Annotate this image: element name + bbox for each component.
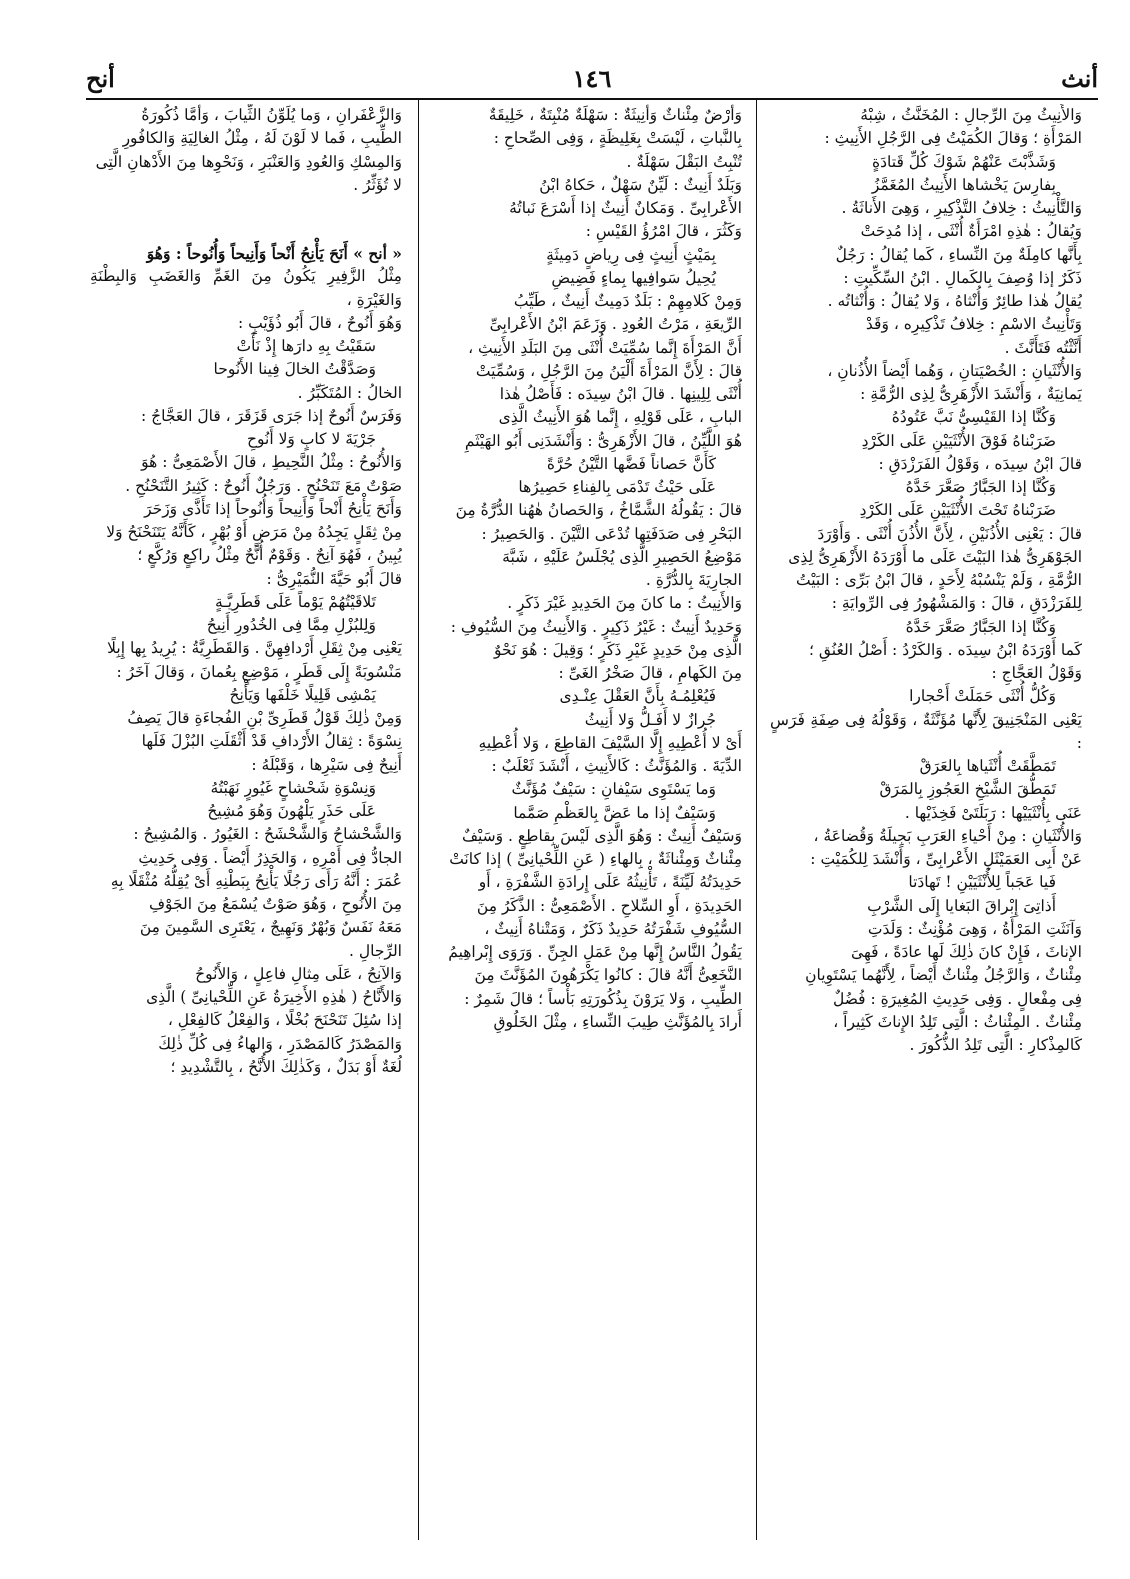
text-line: أَنِيحٌ فِى سَيْرِها ، وَقَبْلَهُ : — [251, 755, 402, 774]
text-line: الإناثَ ، فَإِنْ كانَ ذٰلِكَ لَها عادَةً ، فَهِىَ — [851, 943, 1082, 961]
text-line: وَأَنَحَ يَأْنِحُ أَنْحاً وَأَنِيحاً وَأُنُوحاً إذا تَأَذَّى وَزَحَرَ — [144, 499, 402, 518]
text-line: يُبِينُ ، فَهُوَ آنِحٌ . وَقَوْمٌ أُنَّحٌ مِثْلُ راكِعٍ وَرُكَّعٍ ؛ — [137, 546, 402, 565]
text-line: أُنْثَى لِلِينِها . قالَ ابْنُ سِيدَه : فَأَصْلُ هٰذا — [499, 385, 742, 403]
text-line: البابِ ، عَلَى قَوْلِهِ ، إِنَّما هُوَ الأَنِيثُ الَّذِى — [498, 408, 742, 427]
text-line: وَالآنِحُ ، عَلَى مِثالِ فاعِلٍ ، وَالأَنُوحُ — [195, 964, 402, 983]
verse-line: بِمَيْثٍ أَنِيثٍ فِى رِياضٍ دَمِيثَةٍ — [546, 245, 716, 264]
text-line: الرِّيعَةِ ، مَرْتُ العُودِ . وَزَعَمَ ابْنُ الأَعْرابِىِّ — [489, 315, 742, 334]
text-line: وَأَرْضٌ مِئْناثٌ وَأَنِيثَةٌ : سَهْلَةٌ مُنْبِتَةٌ ، خَلِيقَةٌ — [488, 106, 742, 124]
text-line: وَسَيْفٌ أَنِيثٌ : وَهُوَ الَّذِى لَيْسَ بِقاطِعٍ . وَسَيْفٌ — [461, 826, 742, 845]
text-line: مَعَهُ نَفَسٌ وَبُهْرٌ وَنَهِيجٌ ، يَعْتَرِى السَّمِينَ مِنَ — [139, 918, 402, 937]
verse-line: وَكُنَّا إذا الجَبَّارُ صَعَّرَ خَدَّهُ — [905, 617, 1056, 636]
text-line: وَالتَّأْنِيثُ : خِلافُ التَّذْكِيرِ ، وَهِىَ الأَناثَةُ . — [841, 199, 1082, 217]
text-line: المَرْأَةِ ؛ وَقالَ الكُمَيْتُ فِى الرَّجُلِ الأَنِيثِ : — [824, 129, 1082, 148]
text-line: الطِّيبِ ، فَما لا لَوْنَ لَهُ ، مِثْلُ الغالِيَةِ وَالكافُورِ — [122, 129, 402, 148]
text-line: لا تُؤَثِّرُ . — [353, 175, 402, 194]
text-line: النَّخَعِىُّ أَنَّهُ قالَ : كانُوا يَكْرَهُونَ المُؤَنَّثَ مِنَ — [474, 966, 742, 985]
verse-line: وَشَذَّبْتَ عَنْهُمْ شَوْكَ كُلِّ قَتادَةٍ — [872, 152, 1056, 171]
text-line: الطِّيبِ ، وَلا يَرَوْنَ بِذُكُورَتِهِ بَأْساً ؛ قالَ شَمِرٌ : — [464, 989, 742, 1008]
column-divider — [418, 100, 419, 1540]
text-line: فِى مِفْعالٍ . وَفِى حَدِيثِ المُغِيرَةِ : فُضُلٌ — [832, 989, 1082, 1008]
text-line: تُنْبِتُ البَقْلَ سَهْلَةٌ . — [626, 152, 742, 171]
text-line: لِلفَرَزْدَقِ ، قالَ : وَالمَشْهُورُ فِى الرِّوايَةِ : — [831, 594, 1082, 613]
text-line: الَّذِى مِنْ حَدِيدٍ غَيْرِ ذَكَرٍ ؛ وَقِيلَ : هُوَ نَحْوٌ — [493, 640, 742, 659]
text-line: قالَ : يَقُولُهُ الشَّمَّاخُ ، وَالحَصانُ هٰهُنا الدُّرَّةُ مِنَ — [455, 501, 742, 520]
text-line: قالَ : لِأَنَّ المَرْأَةَ أَلْيَنُ مِنَ الرَّجُلِ ، وَسُمِّيَتْ — [475, 361, 742, 380]
text-line: أَنَّثْتُه فَتَأَنَّثَ . — [1004, 338, 1082, 357]
text-line: إذا سُئِلَ تَنَحْنَحَ بُخْلًا ، وَالفِعْلُ كَالفِعْلِ ، — [167, 1011, 402, 1030]
text-line: وَهُوَ أَنُوحٌ ، قالَ أَبُو ذُؤَيْبٍ : — [237, 313, 402, 332]
text-line: الرِّجالِ . — [348, 941, 402, 960]
text-line: نِسْوَةً : ثِقالُ الأَرْدافِ قَدْ أَثْقَلَتِ البُزْلَ فَلَها — [141, 732, 402, 751]
text-line: وَالمِسْكِ وَالعُودِ وَالعَنْبَرِ ، وَنَحْوِها مِنَ الأَدْهانِ الَّتِى — [95, 152, 402, 171]
header-root-word: أنث — [1061, 64, 1098, 93]
text-line: وَحَدِيدٌ أَنِيثٌ : غَيْرُ ذَكِيرٍ . وَالأَنِيثُ مِنَ السُّيُوفِ : — [450, 617, 742, 636]
text-line: يَمانِيَةٌ ، وَأَنْشَدَ الأَزْهَرِىُّ لِذِى الرُّمَّةِ : — [860, 385, 1082, 403]
verse-line: جُرازٌ لا أَفَـلُّ وَلا أَنِيثُ — [584, 710, 716, 729]
entry-separator — [90, 213, 402, 227]
text-line: مَوْضِعُ الحَصِيرِ الَّذِى يُجْلَسُ عَلَيْهِ ، شَبَّهَ — [502, 547, 742, 566]
text-line: كَالمِذْكارِ : الَّتِى تَلِدُ الذُّكُورَ . — [909, 1036, 1082, 1054]
text-column-right — [770, 104, 1082, 1544]
verse-line: تَلاقَيْتُهُمْ يَوْماً عَلَى قَطَرِيَّـةٍ — [214, 592, 376, 611]
verse-line: سَقَيْتُ بِهِ دارَها إِذْ نَأَتْ — [236, 337, 376, 355]
text-line: وَمِنْ ذٰلِكَ قَوْلُ قَطَرِىِّ بْنِ الفُجاءَةِ قالَ يَصِفُ — [127, 709, 402, 727]
text-line: السُّيُوفِ شَفْرَتُهُ حَدِيدٌ ذَكَرٌ ، وَمَتْناهُ أَنِيثٌ ، — [484, 919, 742, 938]
entry-headword-line: « أنح » أَنَحَ يَأْنِحُ أَنْحاً وَأَنِيحاً وَأُنُوحاً : وَهُوَ — [146, 244, 402, 263]
text-line: وَالأَنِيثُ مِنَ الرِّجالِ : المُخَنَّثُ ، شِبْهُ — [860, 106, 1082, 124]
verse-line: يَمْشِى قَلِيلًا خَلْفَها وَيَأْنِحُ — [229, 685, 376, 704]
verse-line: وَكُنَّا إذا القَيْسِىُّ نَبَّ عَتُودُهُ — [891, 408, 1056, 427]
text-line: وَكَثُرَ ، قالَ امْرُؤُ القَيْسِ : — [585, 222, 742, 241]
verse-line: وَكُنَّا إذا الجَبَّارُ صَعَّرَ خَدَّهُ — [905, 478, 1056, 496]
text-line: وَالشَّحْشاحُ وَالشَّحْشَحُ : الغَيُورُ . وَالمُشِيحُ : — [133, 825, 402, 844]
text-line: وَالأَنِيثُ : ما كانَ مِنَ الحَدِيدِ غَيْرَ ذَكَرٍ . — [507, 594, 742, 613]
text-line: مِنَ الكَهامِ ، قالَ صَخْرُ الغَىِّ : — [558, 664, 742, 682]
text-line: البَحْرِ فِى صَدَفَتِها تُدْعَى التَّيْنَ . وَالحَصِيرُ : — [481, 524, 742, 543]
text-line: قالَ أَبُو حَيَّةَ النُّمَيْرِىُّ : — [266, 569, 402, 588]
text-line: قالَ : يَعْنِى الأُذُنَيْنِ ، لِأَنَّ الأُذُنَ أُنْثَى . وَأَوْرَدَ — [817, 524, 1082, 543]
verse-line: وَما يَسْتَوِى سَيْفانِ : سَيْفٌ مُؤَنَّثٌ — [511, 780, 716, 799]
text-line: وَالأُنُوحُ : مِثْلُ النَّحِيطِ ، قالَ الأَصْمَعِىُّ : هُوَ — [141, 453, 402, 472]
text-line: وَالمَصْدَرُ كَالمَصْدَرِ ، وَالهاءُ فِى كُلِّ ذٰلِكَ — [158, 1034, 402, 1053]
column-divider — [756, 100, 757, 1540]
text-line: عُمَرَ : أَنَّهُ رَأَى رَجُلًا يَأْنِحُ بِبَطْنِهِ أَىْ يُقِلُّهُ مُثْقَلًا بِهِ — [110, 871, 402, 890]
text-line: الدِّيَةَ . وَالمُؤَنَّثُ : كَالأَنِيثِ ، أَنْشَدَ ثَعْلَبٌ : — [491, 757, 742, 775]
page-number: ١٤٦ — [572, 64, 612, 93]
text-line: الجادُّ فِى أَمْرِهِ ، وَالحَذِرُ أَيْضاً . وَفِى حَدِيثِ — [138, 848, 402, 867]
text-line: وَآنَثَتِ المَرْأَةُ ، وَهِىَ مُؤْنِثٌ : وَلَدَتِ — [867, 919, 1082, 938]
verse-line: ضَرَبْناهُ فَوْقَ الأُنْثَيَيْنِ عَلَى الكَرْدِ — [861, 431, 1056, 450]
verse-line: عَلَى حَذَرٍ يَلْهُونَ وَهُوَ مُشِيحُ — [207, 802, 376, 820]
text-line: مِئْناثٌ ، وَالرَّجُلُ مِئْناثٌ أَيْضاً ، لِأَنَّهُما يَسْتَوِيانِ — [805, 966, 1082, 985]
text-line: يَعْنِى المَنْجَنِيقَ لِأَنَّها مُؤَنَّثَةٌ ، وَقَوْلُهُ فِى صِفَةِ فَرَسٍ : — [770, 710, 1082, 752]
verse-line: وَصَدَّقْتُ الخالَ فِينا الأَنُوحا — [213, 360, 376, 379]
text-line: وَيُقالُ : هٰذِهِ امْرَأَةٌ أُنْثَى ، إذا مُدِحَتْ — [860, 222, 1082, 241]
text-line: مِنْ ثِقَلٍ يَجِدُهُ مِنْ مَرَضٍ أَوْ بُهْرٍ ، كَأَنَّهُ يَتَنَحْنَحُ وَلا — [106, 523, 402, 541]
verse-line: بِفارِسَ يَخْشاها الأَنِيثُ المُغَمَّزُ — [871, 175, 1056, 194]
text-line: الجارِيَةَ بِالدُّرَّةِ . — [645, 571, 742, 589]
text-line: مِئْناثٌ وَمِئْناثَةٌ ، بِالهاءِ ( عَنِ اللِّحْيانِىِّ ) إذا كانَتْ — [449, 850, 742, 868]
verse-line: أَذاتِىَ إِبْراقَ البَغايا إِلَى الشَّرْبِ — [867, 896, 1056, 915]
text-line: وَبَلَدٌ أَنِيثٌ : لَيِّنٌ سَهْلٌ ، حَكاهُ ابْنُ — [539, 175, 742, 194]
text-column-middle — [430, 104, 742, 1544]
text-line: لُغَةٌ أَوْ بَدَلٌ ، وَكَذٰلِكَ الأُنَّحُ ، بِالتَّشْدِيدِ ؛ — [170, 1057, 402, 1076]
text-line: يَقُولُ النَّاسُ إِنَّها مِنْ عَمَلِ الجِنِّ . وَرَوَى إِبْراهِيمُ — [448, 943, 742, 961]
text-line: عَنَى بِأُنْثَيَيْها : رَبَلَتَىْ فَخِذَيْها . — [904, 803, 1082, 822]
text-line: الأَعْرابِىِّ . وَمَكانٌ أَنِيثٌ إذا أَسْرَعَ نَباتُهُ — [509, 199, 742, 217]
text-line: مِنَ الأُنُوحِ ، وَهُوَ صَوْتٌ يُسْمَعُ مِنَ الجَوْفِ — [148, 895, 402, 913]
verse-line: فَيا عَجَباً لِلأُنْثَيَيْنِ ! تَهادَتا — [908, 873, 1056, 892]
text-line: قالَ ابْنُ سِيدَه ، وَقَوْلُ الفَرَزْدَقِ : — [878, 454, 1082, 473]
text-line: وَمِنْ كَلامِهِمْ : بَلَدٌ دَمِيثٌ أَنِيثٌ ، طَيِّبُ — [513, 292, 742, 310]
text-line: الجَوْهَرِىُّ هٰذا البَيْتَ عَلَى ما أَوْرَدَهُ الأَزْهَرِىُّ لِذِى — [788, 547, 1082, 566]
verse-line: تَمَطَّقَتْ أُنْثَياها بِالعَرَقْ — [919, 757, 1056, 775]
text-line: وَالزَّعْفَرانِ ، وَما يُلَوِّنُ الثِّيابَ ، وَأَمَّا ذُكُورَةُ — [141, 106, 402, 124]
text-line: الخالُ : المُتَكَبِّرُ . — [297, 383, 402, 402]
text-line: كَما أَوْرَدَهُ ابْنُ سِيدَه . وَالكَرْدُ : أَصْلُ العُنُقِ ؛ — [809, 640, 1082, 659]
text-line: وَالأُنْثَيانِ : مِنْ أَحْياءِ العَرَبِ بَجِيلَةُ وَقُضاعَةُ ، — [813, 826, 1082, 845]
verse-line: وَسَيْفٌ إذا ما عَضَّ بِالعَظْمِ صَمَّما — [513, 803, 716, 822]
verse-line: وَلِلبُزْلِ مِمَّا فِى الخُدُورِ أَنِيحُ — [206, 616, 376, 634]
text-line: يَعْنِى مِنْ ثِقَلِ أَرْدافِهِنَّ . وَالقَطَرِيَّةُ : يُرِيدُ بِها إِبِلًا — [107, 639, 402, 658]
text-line: أَنَّ المَرْأَةَ إِنَّما سُمِّيَتْ أُنْثَى مِنَ البَلَدِ الأَنِيثِ ، — [468, 338, 742, 357]
text-line: بِأَنَّها كامِلَةٌ مِنَ النِّساءِ ، كَما يُقالُ : رَجُلٌ — [835, 245, 1082, 264]
text-line: مِئْناثٌ . المِئْناثُ : الَّتِى تَلِدُ الإِناثَ كَثِيراً ، — [833, 1012, 1082, 1031]
text-line: حَدِيدَتُهُ لَيِّنَةً ، تَأْنِيثُهُ عَلَى إِرادَةِ الشَّفْرَةِ ، أَو — [478, 873, 742, 892]
text-line: بِالنَّباتِ ، لَيْسَتْ بِغَلِيظَةٍ ، وَفِى الصِّحاحِ : — [493, 129, 742, 148]
text-line: صَوْتٌ مَعَ تَنَحْنُحٍ . وَرَجُلٌ أَنُوحٌ : كَثِيرُ التَّنَحْنُحِ . — [125, 476, 402, 495]
page-header — [86, 58, 1098, 100]
verse-line: ضَرَبْناهُ تَحْتَ الأُنْثَيَيْنِ عَلَى الكَرْدِ — [859, 501, 1056, 520]
text-column-left — [90, 104, 402, 1544]
verse-line: يُحِيلُ سَوافِيها بِماءٍ فَضِيضِ — [551, 268, 716, 287]
verse-line: وَنِسْوَةِ شَحْشاحٍ غَيُورٍ نَهَبْتُهُ — [210, 778, 376, 797]
text-line: يُقالُ هٰذا طائِرٌ وَأُنْثاهُ ، وَلا يُقالُ : وَأُنْثاتُه . — [827, 292, 1082, 310]
text-line: الحَدِيدَةِ ، أَوِ السِّلاحِ . الأَصْمَعِىُّ : الذَّكَرُ مِنَ — [476, 896, 742, 915]
verse-line: وَكُلُّ أُنْثَى حَمَلَتْ أَحْجارا — [909, 687, 1056, 706]
verse-line: جَرْيَةَ لا كابٍ وَلا أَنُوحِ — [247, 430, 376, 448]
verse-line: كَأَنَّ حَصاناً فَضَّها التَّيْنُ حُرَّةً — [546, 454, 716, 473]
verse-line: تَمَطُّقَ الشَّيْخِ العَجُوزِ بِالمَرَقْ — [879, 780, 1056, 799]
text-line: وَالأُنْثَيانِ : الخُصْيَتانِ ، وَهُما أَيْضاً الأُذُنانِ ، — [827, 361, 1082, 380]
text-line: وَقَوْلُ العَجَّاجِ : — [991, 664, 1082, 682]
text-line: وَفَرَسٌ أَنُوحٌ إذا جَرَى قَزَقَرَ ، قالَ العَجَّاجُ : — [141, 406, 402, 425]
text-line: وَتَأْنِيثُ الاسْمِ : خِلافُ تَذْكِيرِه ، وَقَدْ — [865, 315, 1082, 334]
verse-line: فَيُعْلِمُـهُ بِأَنَّ العَقْلَ عِنْـدِى — [559, 687, 716, 706]
text-line: هُوَ اللَّيِّنُ ، قالَ الأَزْهَرِىُّ : وَأَنْشَدَنِى أَبُو الهَيْثَمِ — [464, 431, 742, 450]
text-line: أَىْ لا أُعْطِيهِ إِلَّا السَّيْفَ القاطِعَ ، وَلا أُعْطِيهِ — [478, 733, 742, 752]
text-line: ذَكَرٌ إذا وُصِفَ بِالكَمالِ . ابْنُ السِّكِّيتِ : — [843, 268, 1082, 287]
text-line: أَرادَ بِالمُؤَنَّثِ طِيبَ النِّساءِ ، مِثْلَ الخَلُوقِ — [493, 1012, 742, 1031]
text-line: الرُّمَّةِ ، وَلَمْ يَنْسُبْهُ لِأَحَدٍ ، قالَ ابْنُ بَرِّى : البَيْتُ — [796, 571, 1082, 589]
text-line: مَنْسُوبَةً إِلَى قَطَرٍ ، مَوْضِعٍ بِعُمانَ ، وَقالَ آخَرُ : — [116, 662, 402, 681]
text-line: وَالأَنَّاحُ ( هٰذِهِ الأَخِيرَةُ عَنِ اللِّحْيانِىِّ ) الَّذِى — [146, 988, 402, 1006]
header-next-root-word: أنح — [86, 64, 115, 93]
verse-line: عَلَى حَيْثُ تَدْمَى بِالفِناءِ حَصِيرُها — [518, 478, 716, 496]
text-line: مِثْلُ الزَّفِيرِ يَكُونُ مِنَ الغَمِّ وَالغَضَبِ وَالبِطْنَةِ وَالغَيْرَةِ ، — [90, 267, 402, 309]
text-line: عَنْ أَبِى العَمَيْثَلِ الأَعْرابِىِّ ، وَأَنْشَدَ لِلكُمَيْتِ : — [810, 850, 1082, 868]
